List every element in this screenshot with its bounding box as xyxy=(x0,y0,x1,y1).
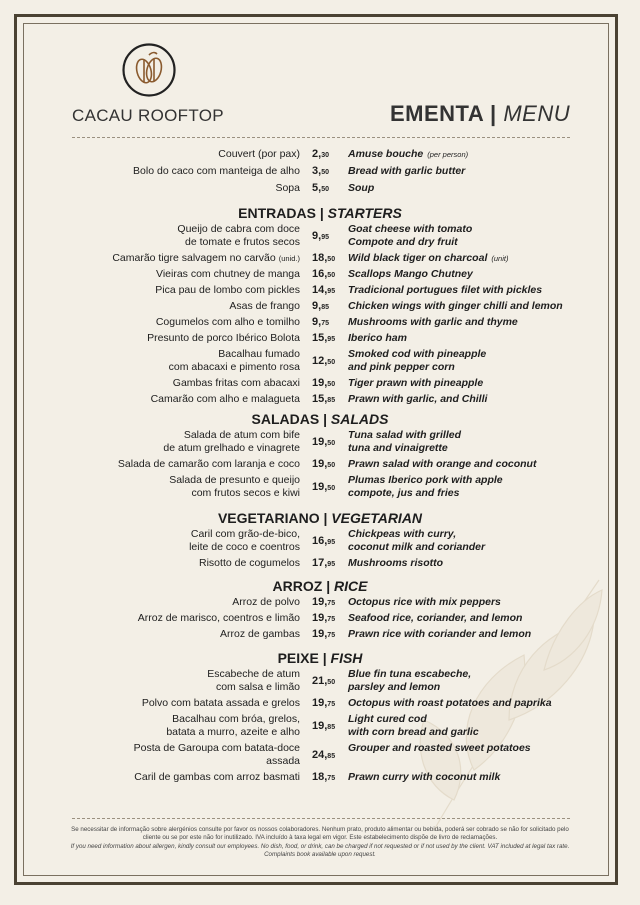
item-name-en xyxy=(348,557,443,570)
section-title-pt: PEIXE | xyxy=(277,650,327,666)
item-name-pt xyxy=(134,771,300,784)
item-en-line xyxy=(348,429,461,442)
item-name-line: Queijo de cabra com doce xyxy=(177,223,300,235)
item-name-pt xyxy=(166,713,300,739)
section-title-pt: ARROZ | xyxy=(272,578,331,594)
item-en-text: parsley and lemon xyxy=(348,681,441,693)
price-dec: 50 xyxy=(327,359,336,366)
item-name-line: de tomate e frutos secos xyxy=(185,236,300,248)
price-int: 19, xyxy=(312,697,328,709)
price-dec: 95 xyxy=(327,288,336,295)
item-en-line xyxy=(348,487,503,500)
item-name-en xyxy=(348,182,374,195)
price-dec: 85 xyxy=(327,753,336,760)
unit-label: (unid.) xyxy=(278,254,300,263)
item-en-line xyxy=(348,300,563,313)
item-name-en xyxy=(348,268,473,281)
item-name-pt xyxy=(189,528,300,554)
item-en-line xyxy=(348,458,536,471)
item-price xyxy=(312,481,344,495)
item-en-text: Iberico ham xyxy=(348,332,407,344)
item-en-text: Prawn with garlic, and Chilli xyxy=(348,393,488,405)
item-en-line xyxy=(348,713,479,726)
item-price xyxy=(312,355,344,369)
item-en-line xyxy=(348,348,486,361)
item-price xyxy=(312,316,344,330)
item-price xyxy=(312,771,344,785)
price-dec: 95 xyxy=(327,539,336,546)
item-en-line xyxy=(348,596,501,609)
price-int: 19, xyxy=(312,481,328,493)
item-name-text: Camarão tigre salvagem no carvão xyxy=(112,252,276,264)
item-name-en xyxy=(348,596,501,609)
item-en-text: Tuna salad with grilled xyxy=(348,429,461,441)
item-en-text: Tradicional portugues filet with pickles xyxy=(348,284,543,296)
section-title-en: STARTERS xyxy=(327,205,402,221)
section-heading xyxy=(0,411,640,427)
item-en-text: with corn bread and garlic xyxy=(348,726,479,738)
item-name-line: Cogumelos com alho e tomilho xyxy=(155,316,300,328)
item-en-line xyxy=(348,668,471,681)
item-name-pt xyxy=(156,268,300,281)
item-en-text: Grouper and roasted sweet potatoes xyxy=(348,742,531,754)
item-price xyxy=(312,535,344,549)
price-int: 3, xyxy=(312,165,322,177)
item-name-line: Bolo do caco com manteiga de alho xyxy=(133,165,300,177)
item-price xyxy=(312,612,344,626)
item-name-pt xyxy=(133,165,300,178)
item-en-text: Prawn salad with orange and coconut xyxy=(348,458,537,470)
price-dec: 50 xyxy=(327,272,336,279)
item-name-en xyxy=(348,697,552,710)
item-price xyxy=(312,458,344,472)
item-name-en xyxy=(348,148,468,161)
item-name-line: Sopa xyxy=(275,182,300,194)
item-en-line xyxy=(348,252,508,265)
price-dec: 50 xyxy=(327,485,336,492)
item-name-line: com salsa e limão xyxy=(215,681,300,693)
item-en-line xyxy=(348,557,443,570)
item-name-pt xyxy=(169,474,300,500)
item-price xyxy=(312,182,344,196)
item-en-line xyxy=(348,681,471,694)
item-en-text: tuna and vinaigrette xyxy=(348,442,448,454)
section-title-pt: VEGETARIANO | xyxy=(217,510,328,526)
item-name-pt xyxy=(199,557,300,570)
item-name-line: Salada de presunto e queijo xyxy=(169,474,300,486)
item-name-en xyxy=(348,348,486,374)
price-int: 19, xyxy=(312,596,328,608)
item-name-line: Arroz de gambas xyxy=(220,628,300,640)
item-name-pt xyxy=(151,393,300,406)
price-int: 18, xyxy=(312,771,328,783)
item-en-text: Octopus rice with mix peppers xyxy=(348,596,501,608)
price-int: 19, xyxy=(312,436,328,448)
item-en-line xyxy=(348,377,483,390)
price-dec: 75 xyxy=(327,616,336,623)
price-int: 16, xyxy=(312,268,328,280)
price-dec: 50 xyxy=(321,169,329,176)
item-name-en xyxy=(348,377,483,390)
item-name-line: Salada de atum com bife xyxy=(183,429,300,441)
item-en-text: Prawn curry with coconut milk xyxy=(348,771,501,783)
title-pt: EMENTA | xyxy=(390,101,497,126)
item-name-en xyxy=(348,458,536,471)
item-name-line: Asas de frango xyxy=(229,300,300,312)
item-price xyxy=(312,697,344,711)
item-name-line: Risotto de cogumelos xyxy=(199,557,300,569)
page-title xyxy=(390,101,570,127)
item-name-line: Arroz de marisco, coentros e limão xyxy=(137,612,300,624)
item-en-text: Smoked cod with pineapple xyxy=(348,348,487,360)
section-title-pt: ENTRADAS | xyxy=(238,205,324,221)
item-en-line xyxy=(348,697,552,710)
section-heading xyxy=(0,578,640,594)
item-price xyxy=(312,557,344,571)
item-en-line xyxy=(348,268,473,281)
item-name-pt xyxy=(169,348,300,374)
item-en-line xyxy=(348,165,465,178)
item-en-line xyxy=(348,361,486,374)
item-en-line xyxy=(348,442,461,455)
item-price xyxy=(312,436,344,450)
price-int: 5, xyxy=(312,182,322,194)
item-name-pt xyxy=(155,284,300,297)
item-name-line: Escabeche de atum xyxy=(207,668,300,680)
section-title-pt: SALADAS | xyxy=(251,411,328,427)
item-en-text: Chicken wings with ginger chilli and lemon xyxy=(348,300,563,312)
item-name-line: leite de coco e coentros xyxy=(189,541,300,553)
top-divider xyxy=(72,137,570,138)
unit-label: (per person) xyxy=(427,150,469,159)
item-name-line: Salada de camarão com laranja e coco xyxy=(117,458,300,470)
item-name-en xyxy=(348,393,487,406)
item-en-text: Goat cheese with tomato xyxy=(348,223,473,235)
item-price xyxy=(312,675,344,689)
item-name-en xyxy=(348,474,503,500)
item-en-line xyxy=(348,628,531,641)
item-name-line xyxy=(112,252,300,265)
brand-name: CACAU ROOFTOP xyxy=(72,106,224,125)
item-name-line: Caril de gambas com arroz basmati xyxy=(134,771,300,783)
item-en-line xyxy=(348,236,472,249)
item-name-en xyxy=(348,284,542,297)
item-name-pt xyxy=(138,612,300,625)
price-int: 19, xyxy=(312,628,328,640)
price-int: 19, xyxy=(312,720,328,732)
item-price xyxy=(312,749,344,763)
item-price xyxy=(312,268,344,282)
item-price xyxy=(312,393,344,407)
item-en-text: Octopus with roast potatoes and paprika xyxy=(348,697,552,709)
item-name-line: Arroz de polvo xyxy=(232,596,300,608)
item-en-text: Seafood rice, coriander, and lemon xyxy=(348,612,523,624)
item-name-pt xyxy=(173,377,300,390)
item-price xyxy=(312,165,344,179)
price-dec: 75 xyxy=(327,775,336,782)
price-dec: 85 xyxy=(327,724,336,731)
item-name-pt xyxy=(142,697,300,710)
price-int: 19, xyxy=(312,377,328,389)
item-price xyxy=(312,720,344,734)
price-int: 14, xyxy=(312,284,328,296)
item-name-line: Gambas fritas com abacaxi xyxy=(172,377,300,389)
item-name-en xyxy=(348,668,471,694)
item-name-pt xyxy=(147,332,300,345)
price-dec: 75 xyxy=(321,320,329,327)
item-en-line xyxy=(348,726,479,739)
item-name-line: Vieiras com chutney de manga xyxy=(156,268,300,280)
price-int: 21, xyxy=(312,675,328,687)
item-name-line: Bacalhau fumado xyxy=(218,348,300,360)
item-name-pt xyxy=(163,429,300,455)
item-name-pt xyxy=(118,458,300,471)
price-int: 18, xyxy=(312,252,328,264)
item-name-line: Polvo com batata assada e grelos xyxy=(141,697,300,709)
footer-en: If you need information about allergen, kindly consult our employees. No dish, food, or drink, can be charged if not requested or if not used by the client. VAT included at legal tax rate. Complaints book available upon request. xyxy=(70,842,570,859)
item-name-pt xyxy=(229,300,300,313)
item-price xyxy=(312,377,344,391)
item-en-line xyxy=(348,771,500,784)
item-en-line xyxy=(348,474,503,487)
item-price xyxy=(312,300,344,314)
price-int: 9, xyxy=(312,300,322,312)
item-name-en xyxy=(348,628,531,641)
item-name-line: Pica pau de lombo com pickles xyxy=(155,284,300,296)
item-name-pt xyxy=(220,628,300,641)
section-title-en: VEGETARIAN xyxy=(331,510,423,526)
price-int: 9, xyxy=(312,230,322,242)
item-en-line xyxy=(348,284,542,297)
item-name-pt xyxy=(156,316,300,329)
item-name-line: Couvert (por pax) xyxy=(218,148,300,160)
unit-label: (unit) xyxy=(491,254,509,263)
price-dec: 50 xyxy=(327,440,336,447)
item-name-en xyxy=(348,742,531,755)
item-en-line xyxy=(348,223,472,236)
item-name-pt xyxy=(232,596,300,609)
price-int: 17, xyxy=(312,557,328,569)
price-dec: 50 xyxy=(321,186,329,193)
price-dec: 50 xyxy=(327,679,336,686)
cacao-pod-icon xyxy=(122,43,176,97)
item-en-text: coconut milk and coriander xyxy=(348,541,486,553)
item-name-pt xyxy=(218,148,300,161)
price-int: 2, xyxy=(312,148,322,160)
item-price xyxy=(312,628,344,642)
price-int: 15, xyxy=(312,332,328,344)
price-dec: 50 xyxy=(327,381,336,388)
item-en-line xyxy=(348,612,522,625)
item-name-line: Presunto de porco Ibérico Bolota xyxy=(147,332,300,344)
price-dec: 75 xyxy=(327,701,336,708)
price-dec: 95 xyxy=(327,561,336,568)
item-en-line xyxy=(348,742,531,755)
price-dec: 75 xyxy=(327,632,336,639)
item-en-text: Mushrooms risotto xyxy=(348,557,444,569)
item-en-text: Mushrooms with garlic and thyme xyxy=(348,316,518,328)
item-name-en xyxy=(348,252,508,265)
price-dec: 95 xyxy=(327,336,336,343)
section-title-en: FISH xyxy=(330,650,363,666)
item-price xyxy=(312,230,344,244)
item-name-en xyxy=(348,713,479,739)
item-en-text: Amuse bouche xyxy=(348,148,424,160)
bottom-divider xyxy=(72,818,570,819)
item-name-pt xyxy=(134,742,300,768)
item-name-en xyxy=(348,332,407,345)
item-name-line: Posta de Garoupa com batata-doce xyxy=(133,742,300,754)
footer-pt: Se necessitar de informação sobre alergénios consulte por favor os nossos colaboradores. Nenhum prato, produto alimentar ou bebida, poderá ser cobrado se não for solicitado pelo cliente ou se por este não for inutilizado. IVA incluído à taxa legal em vigor. Este estabelecimento dispõe de livro de reclamações. xyxy=(71,826,569,842)
section-heading xyxy=(0,650,640,666)
item-en-text: Blue fin tuna escabeche, xyxy=(348,668,472,680)
item-en-text: Prawn rice with coriander and lemon xyxy=(348,628,532,640)
price-dec: 75 xyxy=(327,600,336,607)
section-title-en: SALADS xyxy=(330,411,389,427)
item-name-pt xyxy=(112,252,300,265)
item-price xyxy=(312,148,344,162)
item-name-en xyxy=(348,300,563,313)
item-name-line: batata a murro, azeite e alho xyxy=(166,726,300,738)
item-en-text: compote, jus and fries xyxy=(348,487,460,499)
item-en-line xyxy=(348,182,374,195)
item-name-line: de atum grelhado e vinagrete xyxy=(163,442,300,454)
item-name-en xyxy=(348,165,465,178)
item-en-text: Bread with garlic butter xyxy=(348,165,466,177)
price-int: 19, xyxy=(312,612,328,624)
item-en-text: Scallops Mango Chutney xyxy=(348,268,473,280)
item-name-en xyxy=(348,612,522,625)
item-en-text: Chickpeas with curry, xyxy=(348,528,457,540)
title-en: MENU xyxy=(496,101,571,126)
item-name-en xyxy=(348,223,472,249)
item-name-en xyxy=(348,429,461,455)
item-en-text: Plumas Iberico pork with apple xyxy=(348,474,503,486)
item-en-text: Light cured cod xyxy=(348,713,427,725)
item-name-line: Camarão com alho e malagueta xyxy=(150,393,300,405)
item-en-text: and pink pepper corn xyxy=(348,361,455,373)
item-en-text: Wild black tiger on charcoal xyxy=(348,252,488,264)
item-en-text: Tiger prawn with pineapple xyxy=(348,377,484,389)
legal-footer xyxy=(70,826,570,860)
item-name-pt xyxy=(177,223,300,249)
item-en-line xyxy=(348,148,468,161)
item-name-line: assada xyxy=(266,755,300,767)
item-name-line: Bacalhau com bróa, grelos, xyxy=(172,713,300,725)
price-int: 15, xyxy=(312,393,328,405)
item-name-en xyxy=(348,316,518,329)
price-dec: 85 xyxy=(327,397,336,404)
item-name-line: com frutos secos e kiwi xyxy=(191,487,300,499)
price-int: 24, xyxy=(312,749,328,761)
price-dec: 30 xyxy=(321,152,329,159)
item-price xyxy=(312,252,344,266)
item-name-en xyxy=(348,528,485,554)
item-name-line: Caril com grão-de-bico, xyxy=(190,528,300,540)
price-dec: 50 xyxy=(327,462,336,469)
item-name-pt xyxy=(275,182,300,195)
item-en-line xyxy=(348,541,485,554)
item-en-line xyxy=(348,332,407,345)
item-name-en xyxy=(348,771,500,784)
item-price xyxy=(312,596,344,610)
section-heading xyxy=(0,510,640,526)
item-name-pt xyxy=(207,668,300,694)
item-name-line: com abacaxi e pimento rosa xyxy=(168,361,300,373)
item-en-text: Soup xyxy=(348,182,375,194)
item-en-line xyxy=(348,393,487,406)
price-dec: 50 xyxy=(327,256,336,263)
item-en-text: Compote and dry fruit xyxy=(348,236,458,248)
item-price xyxy=(312,332,344,346)
price-int: 19, xyxy=(312,458,328,470)
price-dec: 95 xyxy=(321,234,329,241)
item-price xyxy=(312,284,344,298)
price-dec: 85 xyxy=(321,304,329,311)
price-int: 16, xyxy=(312,535,328,547)
price-int: 12, xyxy=(312,355,328,367)
item-en-line xyxy=(348,528,485,541)
price-int: 9, xyxy=(312,316,322,328)
item-en-line xyxy=(348,316,518,329)
section-heading xyxy=(0,205,640,221)
section-title-en: RICE xyxy=(334,578,368,594)
